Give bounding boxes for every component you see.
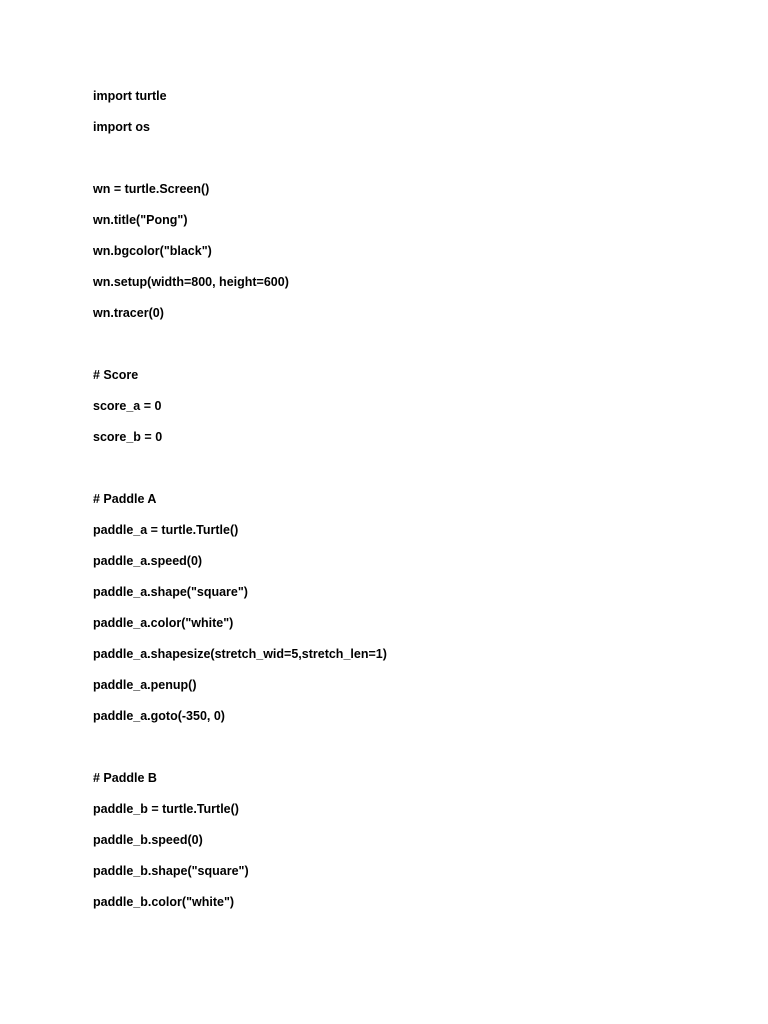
code-line: # Paddle A	[93, 492, 157, 506]
code-line: paddle_b.speed(0)	[93, 833, 203, 847]
code-line: paddle_a.penup()	[93, 678, 197, 692]
code-line: paddle_b = turtle.Turtle()	[93, 802, 239, 816]
code-line: score_a = 0	[93, 399, 162, 413]
code-line: # Paddle B	[93, 771, 157, 785]
code-line: import turtle	[93, 89, 167, 103]
code-line: paddle_b.shape("square")	[93, 864, 249, 878]
code-line: paddle_a.color("white")	[93, 616, 234, 630]
code-line: wn = turtle.Screen()	[93, 182, 210, 196]
code-line: wn.tracer(0)	[93, 306, 164, 320]
code-line: paddle_a.speed(0)	[93, 554, 203, 568]
code-line: wn.bgcolor("black")	[93, 244, 212, 258]
code-line: wn.setup(width=800, height=600)	[93, 275, 289, 289]
code-line: paddle_a = turtle.Turtle()	[93, 523, 239, 537]
code-line: # Score	[93, 368, 139, 382]
code-line: paddle_a.goto(-350, 0)	[93, 709, 225, 723]
code-line: paddle_b.color("white")	[93, 895, 235, 909]
code-line: paddle_a.shape("square")	[93, 585, 248, 599]
code-line: paddle_a.shapesize(stretch_wid=5,stretch_len=1)	[93, 647, 387, 661]
code-line: import os	[93, 120, 150, 134]
code-line: wn.title("Pong")	[93, 213, 188, 227]
code-line: score_b = 0	[93, 430, 163, 444]
